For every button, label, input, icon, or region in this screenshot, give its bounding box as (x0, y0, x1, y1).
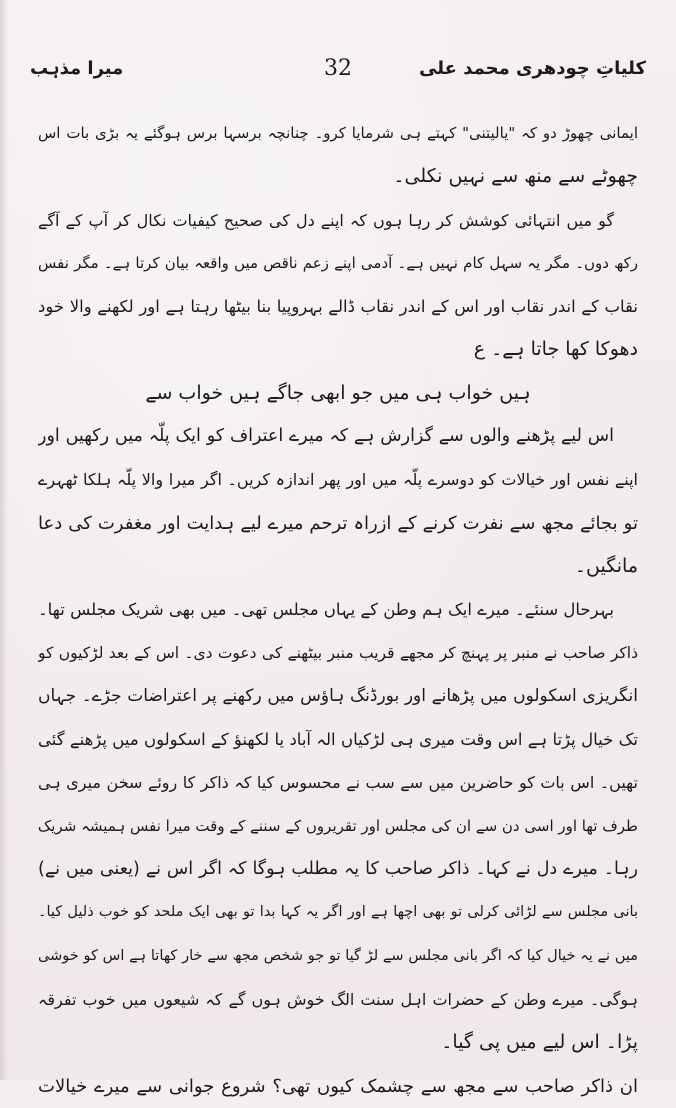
page-header (30, 58, 646, 88)
text-line: بانی مجلس سے لڑائی کرلی تو بھی اچھا ہے اور اگر یہ کہا بدا تو بھی ایک ملحد کو خوب ذلیل کیا۔ (38, 904, 638, 921)
text-line: ایمانی چھوڑ دو کہ "یالیتنی" کہتے ہی شرمایا کرو۔ چنانچہ برسہا برس ہوگئے یہ بڑی بات اس (38, 124, 638, 142)
page-number: 32 (324, 56, 352, 81)
text-line: بہرحال سنئے۔ میرے ایک ہم وطن کے یہاں مجلس تھی۔ میں بھی شریک مجلس تھا۔ (38, 600, 614, 620)
chapter-title: میرا مذہب (30, 58, 124, 79)
text-line: میں نے یہ خیال کیا کہ اگر بانی مجلس سے لڑ گیا تو جو شخص مجھ سے خار کھاتا ہے اس کو خوشی (38, 947, 638, 964)
text-line: رکھ دوں۔ مگر یہ سہل کام نہیں ہے۔ آدمی اپنے زعم ناقص میں واقعہ بیان کرتا ہے۔ مگر نفس (38, 253, 638, 272)
text-line: تھیں۔ اس بات کو حاضرین میں سے سب نے محسوس کیا کہ ذاکر کا روئے سخن میری ہی (38, 773, 638, 793)
text-line: ان ذاکر صاحب سے مجھ سے چشمک کیوں تھی؟ شروع جوانی سے میرے خیالات (38, 1075, 638, 1097)
text-line: مانگیں۔ (574, 554, 638, 577)
text-line: ذاکر صاحب نے منبر پر پہنچ کر مجھے قریب منبر بیٹھنے کی دعوت دی۔ اس کے بعد لڑکیوں کو (38, 643, 638, 662)
text-line: پڑا۔ اس لیے میں پی گیا۔ (441, 1031, 638, 1054)
text-line: رہا۔ میرے دل نے کہا۔ ذاکر صاحب کا یہ مطلب ہوگا کہ اگر اس نے (یعنی میں نے) (38, 859, 638, 880)
book-title: کلیاتِ چودھری محمد علی (419, 58, 646, 79)
verse-line: ہیں خواب ہی میں جو ابھی جاگے ہیں خواب سے (145, 381, 531, 404)
text-line: دھوکا کھا جاتا ہے۔ ع (473, 338, 638, 361)
text-line: انگریزی اسکولوں میں پڑھانے اور بورڈنگ ہاؤس میں رکھنے پر اعتراضات جڑے۔ جہاں (38, 685, 638, 706)
page-spine-shadow (0, 0, 8, 1080)
text-line: اپنے نفس اور خیالات کو دوسرے پلّہ میں اور پھر اندازہ کریں۔ اگر میرا والا پلّہ ہلکا ٹھہرے (38, 470, 638, 490)
text-line: اس لیے پڑھنے والوں سے گزارش ہے کہ میرے اعتراف کو ایک پلّہ میں رکھیں اور (38, 426, 614, 447)
text-line: نقاب کے اندر نقاب اور اس کے اندر نقاب ڈالے بہروپیا بنا بیٹھا رہتا ہے اور لکھنے والا خود (38, 297, 638, 317)
text-line: تک خیال پڑتا ہے اس وقت میری ہی لڑکیاں الہ آباد یا لکھنؤ کے اسکولوں میں پڑھنے گئی (38, 730, 638, 750)
body-text (38, 112, 638, 1108)
text-line: ہوگی۔ میرے وطن کے حضرات اہل سنت الگ خوش ہوں گے کہ شیعوں میں خوب تفرقہ (38, 989, 638, 1009)
text-line: گو میں انتہائی کوشش کر رہا ہوں کہ اپنے دل کی صحیح کیفیات نکال کر آپ کے آگے (38, 210, 614, 230)
text-line: طرف تھا اور اسی دن سے ان کی مجلس اور تقریروں کے سننے کے وقت میرا نفس ہمیشہ شریک (38, 816, 638, 835)
text-line: تو بجائے مجھ سے نفرت کرنے کے ازراہ ترحم میرے لیے ہدایت اور مغفرت کی دعا (38, 512, 638, 534)
text-line: چھوٹے سے منھ سے نہیں نکلی۔ (393, 165, 638, 188)
